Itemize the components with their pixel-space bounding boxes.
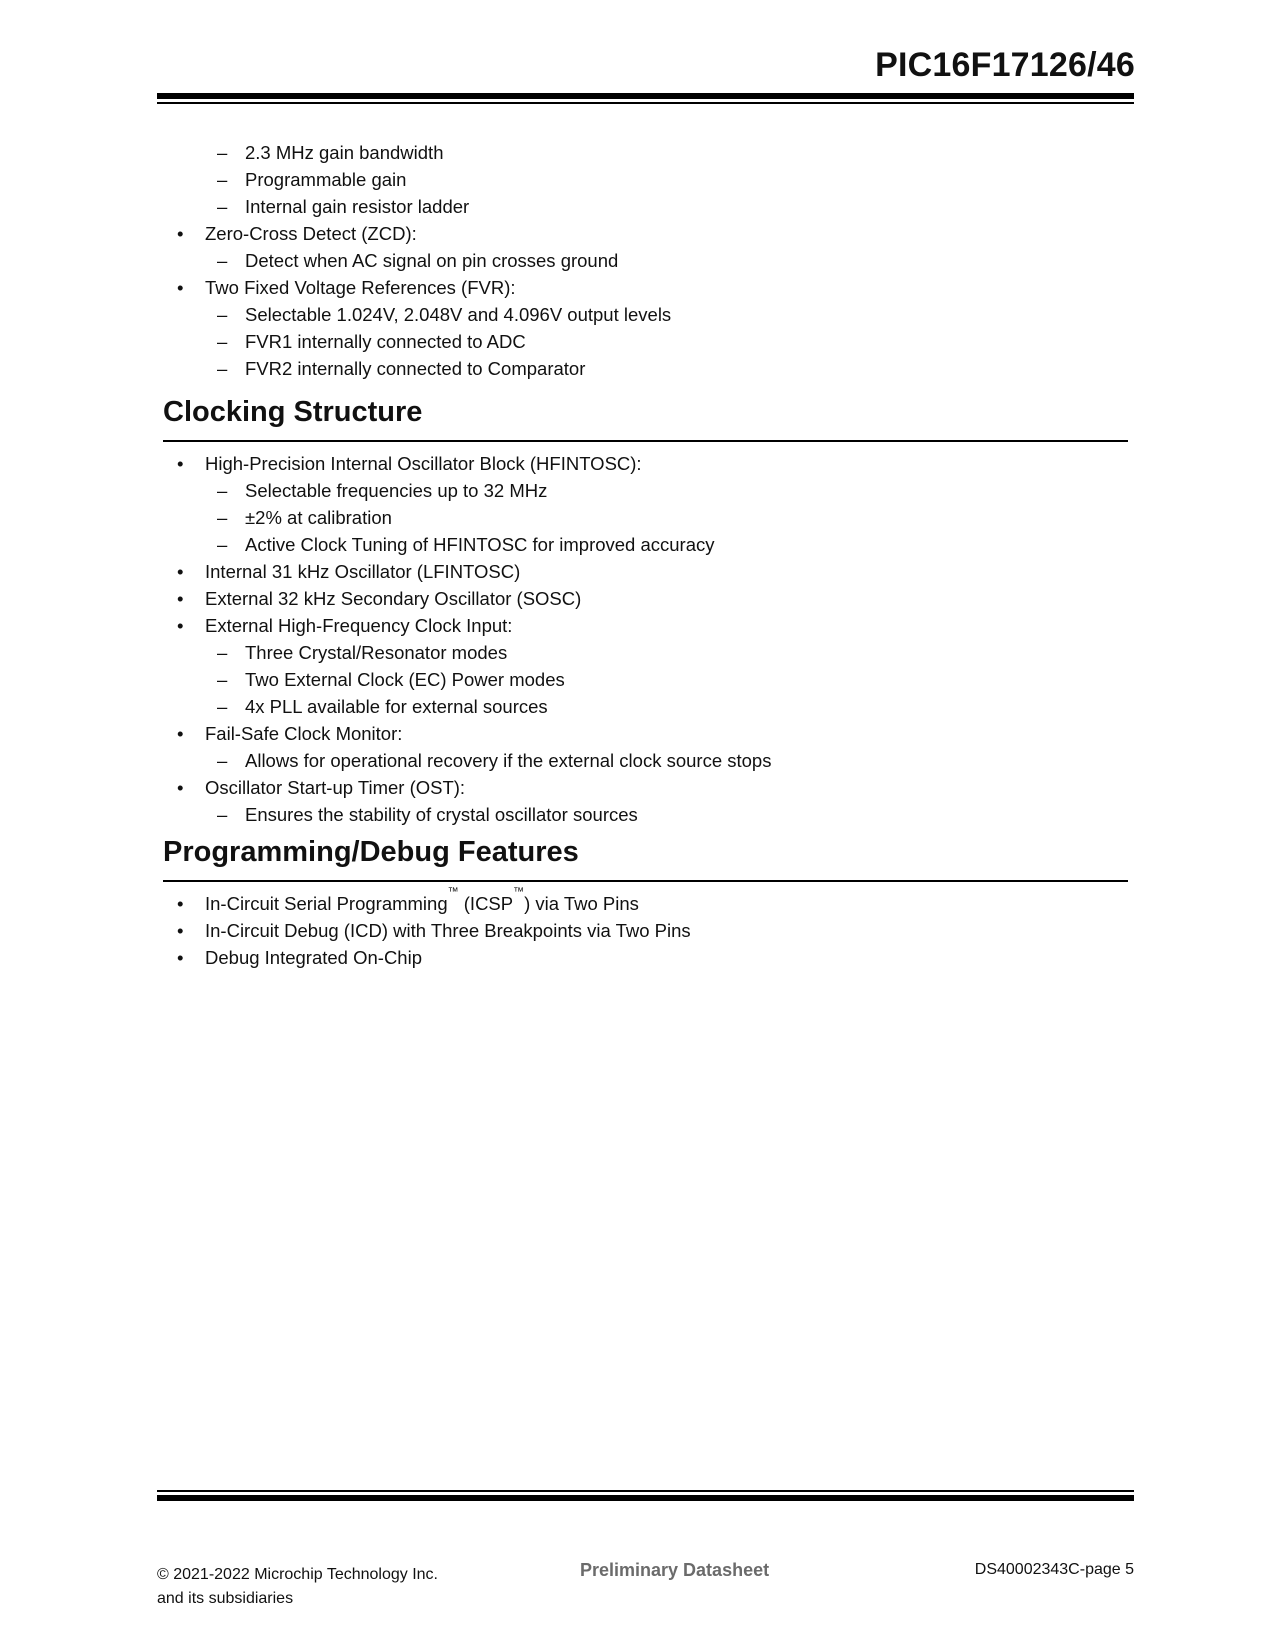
list-item-text: Two External Clock (EC) Power modes [245, 669, 565, 690]
list-item-text: Allows for operational recovery if the external clock source stops [245, 750, 772, 771]
list-item-text: ±2% at calibration [245, 507, 392, 528]
list-item-text: Zero-Cross Detect (ZCD): [205, 223, 417, 244]
list-item [157, 220, 1134, 247]
bullet-marker: • [177, 777, 184, 798]
dash-marker: – [217, 169, 228, 190]
bullet-marker: • [177, 561, 184, 582]
trademark-symbol: ™ [447, 886, 459, 898]
sub-list-item [157, 801, 1134, 828]
icsp-text-part2: (ICSP [458, 893, 514, 914]
sub-list-item [157, 666, 1134, 693]
footer-document-status: Preliminary Datasheet [580, 1560, 770, 1580]
list-item [157, 274, 1134, 301]
header-rule-thick [157, 93, 1134, 99]
list-item-text: Selectable 1.024V, 2.048V and 4.096V output levels [245, 304, 672, 325]
dash-marker: – [217, 331, 228, 352]
list-item [157, 774, 1134, 801]
clocking-feature-list [157, 450, 1134, 828]
list-item-text: Internal gain resistor ladder [245, 196, 470, 217]
list-item-text: Fail-Safe Clock Monitor: [205, 723, 403, 744]
programming-feature-list [157, 886, 1134, 971]
trademark-symbol: ™ [513, 886, 525, 898]
sub-list-item [157, 247, 1134, 274]
dash-marker: – [217, 534, 228, 555]
sub-list-item [157, 301, 1134, 328]
dash-marker: – [217, 196, 228, 217]
bullet-marker: • [177, 615, 184, 636]
bullet-marker: • [177, 453, 184, 474]
list-item-text: Three Crystal/Resonator modes [245, 642, 508, 663]
footer-rule-thin [157, 1490, 1134, 1492]
dash-marker: – [217, 642, 228, 663]
dash-marker: – [217, 507, 228, 528]
list-item-text: Debug Integrated On-Chip [205, 947, 422, 968]
header-rule-thin [157, 102, 1134, 104]
sub-list-item [157, 139, 1134, 166]
sub-list-item [157, 166, 1134, 193]
footer-rule-thick [157, 1495, 1134, 1501]
list-item-text: Ensures the stability of crystal oscillator sources [245, 804, 638, 825]
dash-marker: – [217, 696, 228, 717]
dash-marker: – [217, 804, 228, 825]
list-item [157, 558, 1134, 585]
sub-list-item [157, 693, 1134, 720]
bullet-marker: • [177, 920, 184, 941]
list-item-text: Programmable gain [245, 169, 407, 190]
dash-marker: – [217, 250, 228, 271]
list-item-text: Selectable frequencies up to 32 MHz [245, 480, 548, 501]
list-item [157, 720, 1134, 747]
list-item-text: High-Precision Internal Oscillator Block (HFINTOSC): [205, 453, 642, 474]
dash-marker: – [217, 480, 228, 501]
list-item-text: 2.3 MHz gain bandwidth [245, 142, 444, 163]
bullet-marker: • [177, 893, 184, 914]
sub-list-item [157, 531, 1134, 558]
bullet-marker: • [177, 947, 184, 968]
section-rule-programming [163, 880, 1128, 882]
list-item [157, 917, 1134, 944]
list-item [157, 612, 1134, 639]
section-rule-clocking [163, 440, 1128, 442]
sub-list-item [157, 639, 1134, 666]
sub-list-item [157, 504, 1134, 531]
list-item [157, 585, 1134, 612]
list-item-text: FVR1 internally connected to ADC [245, 331, 526, 352]
list-item [157, 450, 1134, 477]
list-item-text: FVR2 internally connected to Comparator [245, 358, 586, 379]
bullet-marker: • [177, 588, 184, 609]
section-title-programming: Programming/Debug Features [163, 836, 579, 868]
list-item [157, 944, 1134, 971]
section-title-clocking: Clocking Structure [163, 396, 423, 428]
list-item-text: External High-Frequency Clock Input: [205, 615, 513, 636]
list-item-text: External 32 kHz Secondary Oscillator (SOSC) [205, 588, 582, 609]
icsp-text-part3: ) via Two Pins [524, 893, 639, 914]
footer-page-number: DS40002343C-page 5 [974, 1561, 1134, 1578]
bullet-marker: • [177, 277, 184, 298]
intro-feature-list [157, 139, 1134, 382]
dash-marker: – [217, 750, 228, 771]
copyright-line-2: and its subsidiaries [157, 1590, 294, 1607]
dash-marker: – [217, 669, 228, 690]
footer-copyright [157, 1563, 438, 1611]
sub-list-item [157, 355, 1134, 382]
icsp-text-part1: In-Circuit Serial Programming [205, 893, 448, 914]
sub-list-item [157, 747, 1134, 774]
sub-list-item [157, 193, 1134, 220]
copyright-line-1: © 2021-2022 Microchip Technology Inc. [157, 1566, 438, 1583]
bullet-marker: • [177, 223, 184, 244]
dash-marker: – [217, 142, 228, 163]
list-item-text: In-Circuit Debug (ICD) with Three Breakpoints via Two Pins [205, 920, 691, 941]
list-item-text: Active Clock Tuning of HFINTOSC for improved accuracy [245, 534, 715, 555]
sub-list-item [157, 477, 1134, 504]
document-title: PIC16F17126/46 [875, 46, 1135, 84]
list-item-text: Two Fixed Voltage References (FVR): [205, 277, 516, 298]
list-item-text: Internal 31 kHz Oscillator (LFINTOSC) [205, 561, 521, 582]
list-item-icsp [157, 886, 1134, 917]
dash-marker: – [217, 304, 228, 325]
list-item-text: Detect when AC signal on pin crosses ground [245, 250, 619, 271]
dash-marker: – [217, 358, 228, 379]
bullet-marker: • [177, 723, 184, 744]
sub-list-item [157, 328, 1134, 355]
list-item-text: Oscillator Start-up Timer (OST): [205, 777, 466, 798]
list-item-text: 4x PLL available for external sources [245, 696, 548, 717]
